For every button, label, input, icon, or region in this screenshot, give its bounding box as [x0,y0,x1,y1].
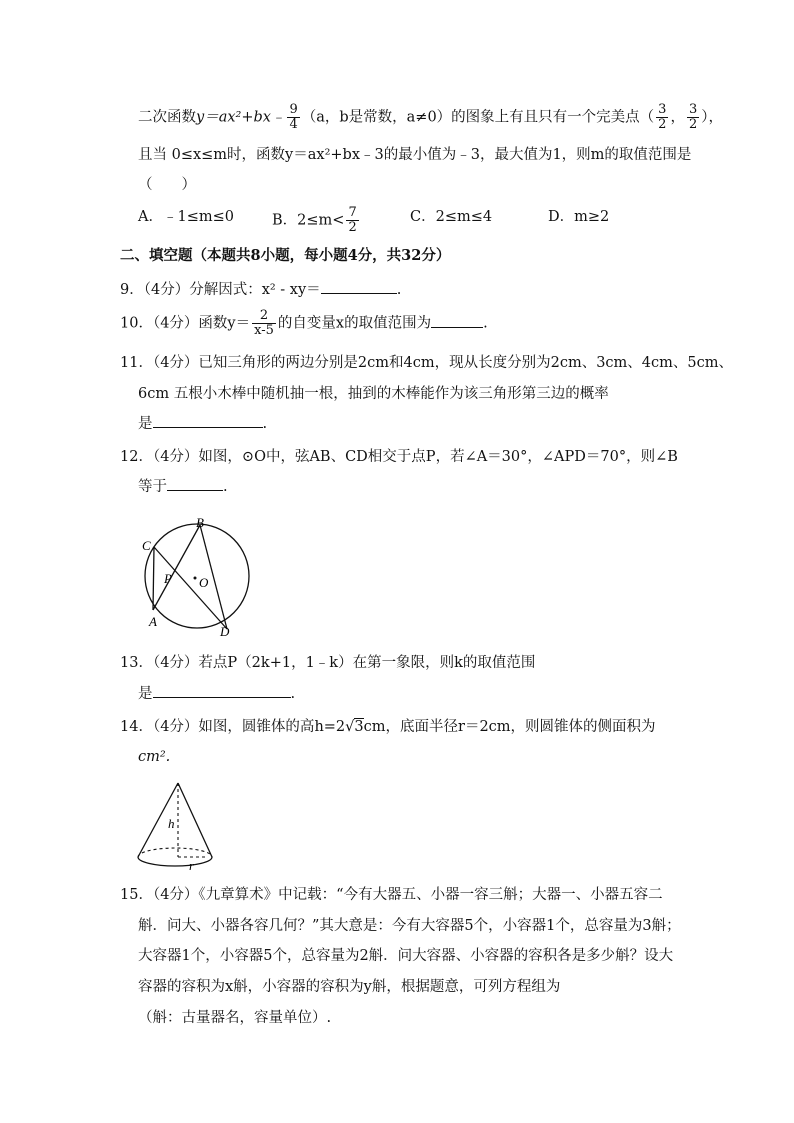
frac-denominator: x-5 [254,323,274,338]
q8-function: y＝ax²+bx﹣ [196,109,286,126]
cone-right-edge [178,783,212,857]
q8-text-end: ）， [701,109,723,126]
q10-end: . [483,315,488,332]
frac-numerator: 2 [252,309,276,324]
frac-denominator: 4 [289,117,298,132]
q11-answer-blank[interactable] [153,413,263,428]
label-d: D [220,624,230,639]
q10-text-post: 的自变量x的取值范围为 [277,315,432,332]
q13-end: . [290,686,296,702]
q8-point-x [656,103,668,132]
cone-figure [134,777,218,873]
label-h: h [168,816,175,831]
q14-line2: cm². [138,749,171,765]
label-r: r [189,858,195,873]
q11-end: . [262,416,268,432]
q11-line3 [138,413,676,435]
q9 [120,279,676,301]
q10-fraction [252,309,276,338]
q8-option-c[interactable]: C．2≤m≤4 [410,209,493,225]
q8-line3: （ ） [138,177,196,193]
label-o: O [199,575,209,590]
sqrt-symbol: √ [345,719,355,735]
q11-text: 是 [138,416,153,432]
frac-numerator: 7 [348,205,357,220]
q14-height-expr: h=2 [314,719,346,735]
q13-answer-blank[interactable] [153,683,291,698]
q11-line2: 6cm 五根小木棒中随机抽一根，抽到的木棒能作为该三角形第三边的概率 [138,386,609,402]
q9-answer-blank[interactable] [321,279,397,294]
q11-line1: 11．（4分）已知三角形的两边分别是2cm和4cm，现从长度分别为2cm、3cm、4cm、5cm、 [120,355,733,371]
cone-base-back [138,848,212,857]
section-title: 二、填空题（本题共8小题，每小题4分，共32分） [120,247,451,264]
q9-text: 9．（4分）分解因式：x² - xy＝ [120,282,321,298]
q12-text: 等于 [138,479,167,495]
q15-line3: 大容器1个，小容器5个，总容量为2斛．问大容器、小容器的容积各是多少斛？设大 [138,948,674,964]
q8-sep: ， [670,109,685,126]
q8-text: 二次函数 [138,109,196,126]
q8-point-y [687,103,699,132]
q8-option-d[interactable]: D．m≥2 [548,209,610,225]
label-p: P [164,571,172,586]
q13-text: 是 [138,686,153,702]
center-o-dot [194,577,197,580]
frac-numerator: 9 [289,102,298,117]
circle-chords-figure [132,512,252,642]
option-b-fraction [346,206,358,235]
q10-text: 10．（4分）函数y＝ [120,315,251,332]
q8-option-b[interactable] [272,206,361,235]
frac-numerator: 3 [658,102,667,117]
q14-text: 14．（4分）如图，圆锥体的高 [120,719,315,735]
q14-line1 [120,716,676,738]
q13-line2 [138,683,676,705]
label-b: B [196,515,204,530]
sqrt-radicand: 3 [354,719,364,735]
q10-answer-blank[interactable] [431,313,483,328]
q14-text-post: cm，底面半径r＝2cm，则圆锥体的侧面积为 [363,719,656,735]
chord-ab [153,525,200,610]
q15-line5: （斛：古量器名，容量单位）. [138,1010,332,1026]
frac-denominator: 2 [658,117,667,132]
cone-base-front [138,857,212,866]
q10 [120,309,676,338]
q8-fraction [287,103,299,132]
segment-ca [153,547,154,610]
q9-end: . [396,282,402,298]
q12-answer-blank[interactable] [167,476,223,491]
frac-denominator: 2 [348,220,357,235]
label-c: C [142,538,151,553]
q12-end: . [223,479,228,495]
q15-line2: 斛．问大、小器各容几何？”其大意是：今有大容器5个，小容器1个，总容量为3斛； [138,918,681,934]
q15-line4: 容器的容积为x斛，小容器的容积为y斛，根据题意，可列方程组为 [138,979,561,995]
q12-line1: 12．（4分）如图，⊙O中，弦AB、CD相交于点P，若∠A＝30°，∠APD＝70°，则∠B [120,449,678,465]
label-a: A [149,614,157,629]
option-b-text: B．2≤m< [272,212,345,229]
q13-line1: 13．（4分）若点P（2k+1，1﹣k）在第一象限，则k的取值范围 [120,655,536,671]
q15-line1: 15．（4分）《九章算术》中记载：“今有大器五、小器一容三斛；大器一、小器五容二 [120,887,663,903]
q12-line2 [138,476,676,498]
q8-line1 [138,102,723,132]
frac-denominator: 2 [688,117,698,132]
q8-text-mid: （a，b是常数，a≠0）的图象上有且只有一个完美点（ [301,109,655,126]
q8-option-a[interactable]: A．﹣1≤m≤0 [138,209,234,225]
frac-numerator: 3 [688,102,698,117]
q8-line2: 且当 0≤x≤m时，函数y＝ax²+bx﹣3的最小值为﹣3，最大值为1，则m的取值范围是 [138,147,692,163]
circle-o [145,524,249,628]
